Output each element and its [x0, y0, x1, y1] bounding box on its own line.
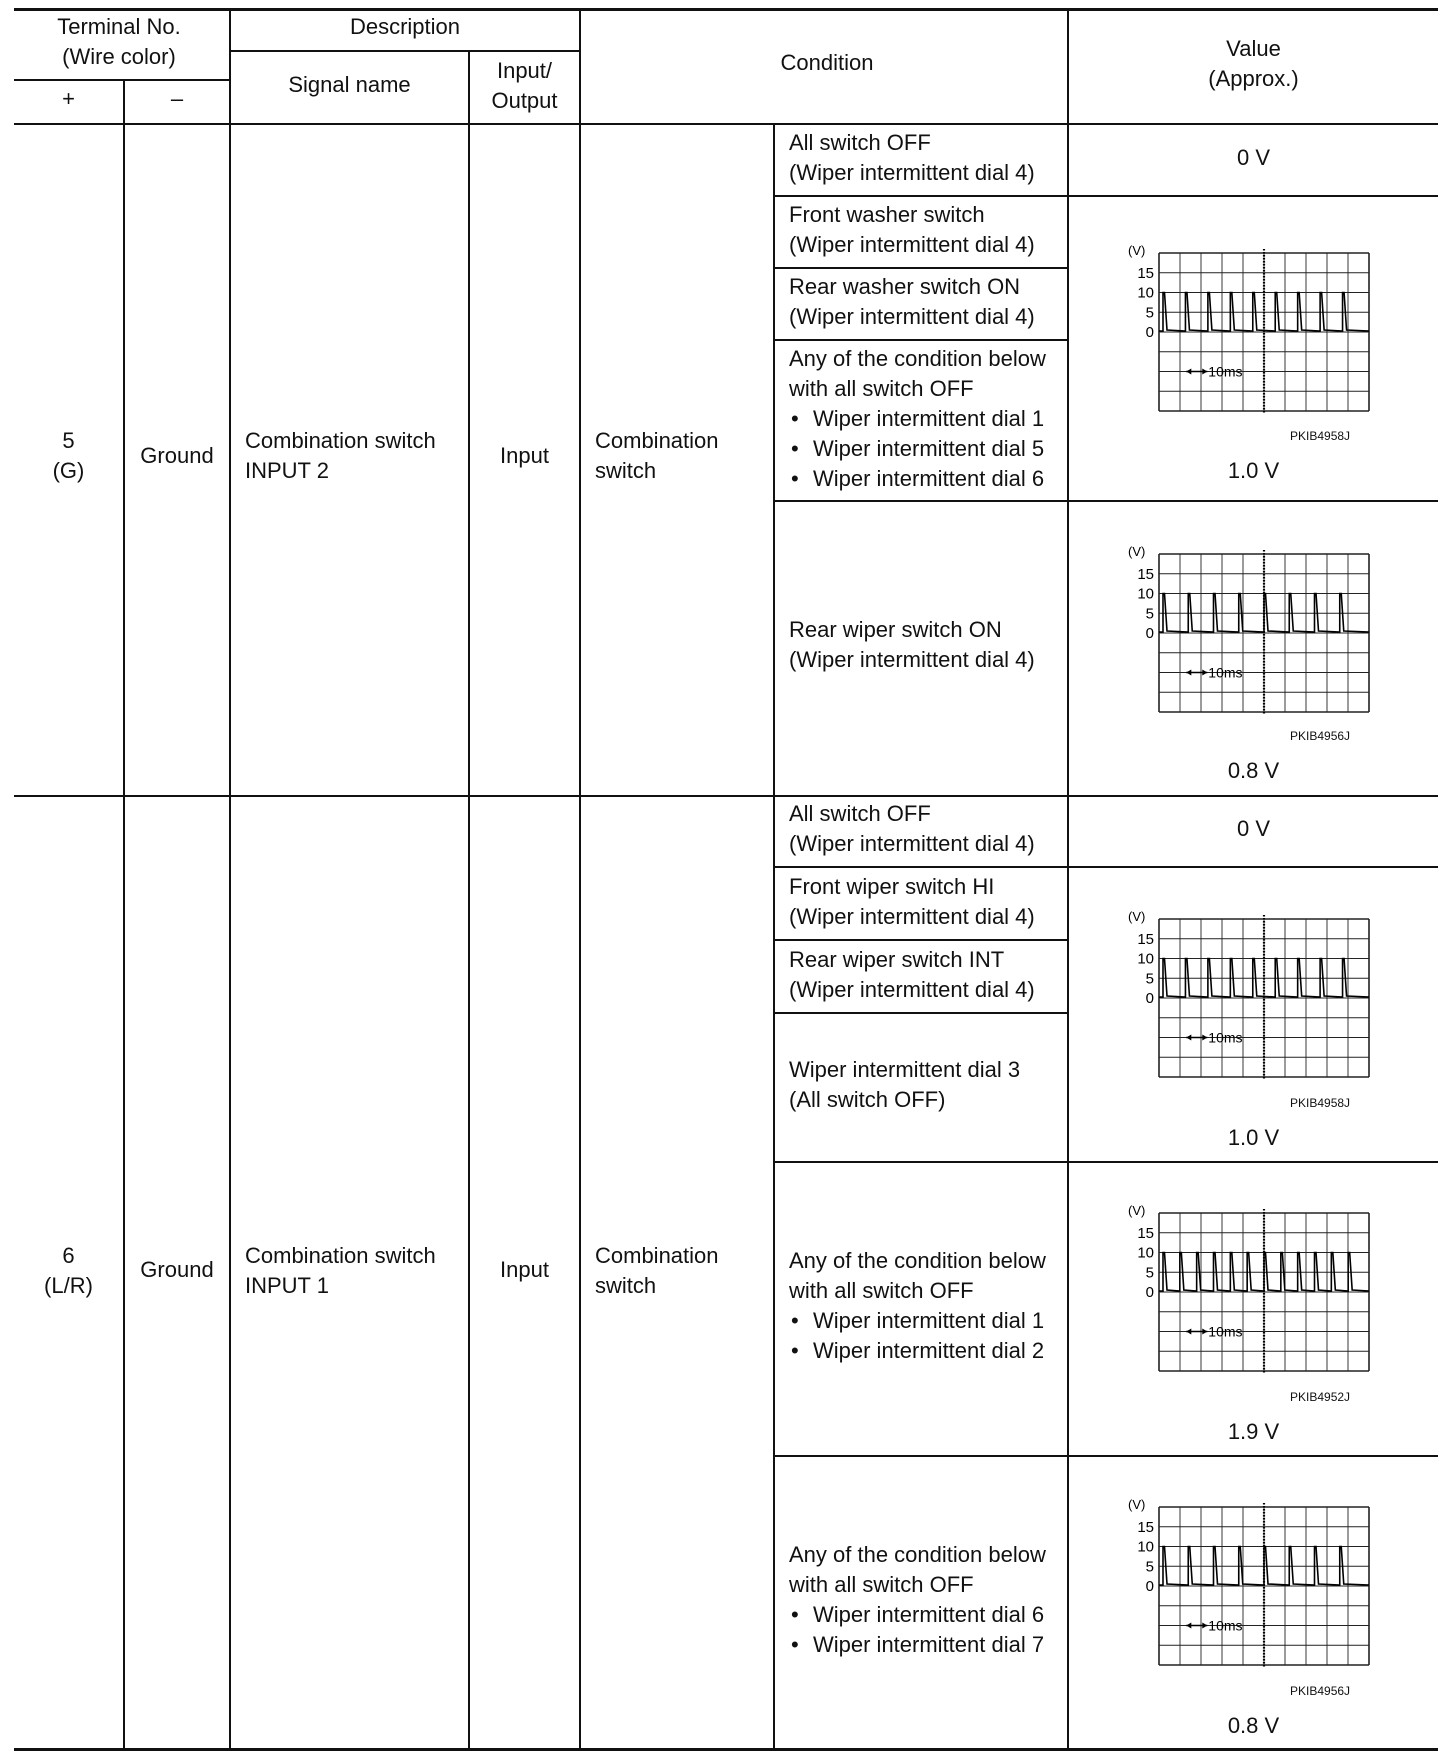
time-scale-label: 10ms: [1208, 664, 1243, 681]
y-tick-label: 10: [1137, 284, 1154, 302]
sub-condition: Any of the condition below with all switch OFF • Wiper intermittent dial 6 • Wiper intermittent dial 7: [789, 1540, 1069, 1660]
rule: [774, 339, 1068, 341]
section-divider: [14, 795, 1438, 797]
io-value: Input: [500, 1257, 549, 1282]
y-tick-label: 0: [1145, 1284, 1154, 1301]
time-scale-label: 10ms: [1208, 1617, 1243, 1634]
arrow-icon: [1186, 1035, 1191, 1041]
y-tick-label: 0: [1145, 625, 1154, 642]
figure-code: PKIB4956J: [1290, 1684, 1351, 1698]
rule: [1067, 8, 1069, 1749]
figure-code: PKIB4958J: [1290, 429, 1351, 443]
signal-trace: [1159, 1253, 1369, 1292]
figure-code: PKIB4958J: [1290, 1096, 1351, 1110]
rule: [774, 500, 1438, 502]
rule: [579, 8, 581, 1749]
header-signal-name: Signal name: [288, 72, 411, 97]
terminal-number: 5 (G): [52, 428, 85, 483]
y-tick-label: 15: [1137, 930, 1154, 948]
value-text: 1.0 V: [1227, 1125, 1280, 1150]
time-scale-label: 10ms: [1208, 363, 1243, 380]
table-top-border: [14, 8, 1438, 11]
header-minus: –: [170, 86, 184, 111]
terminal-number: 6 (L/R): [44, 1243, 93, 1298]
y-tick-label: 5: [1145, 1264, 1154, 1282]
y-unit-label: (V): [1128, 243, 1146, 258]
y-tick-label: 10: [1137, 585, 1154, 603]
condition-label: Combination switch: [595, 428, 719, 483]
value-text: 0.8 V: [1227, 1713, 1280, 1738]
arrow-icon: [1186, 369, 1191, 375]
value-text: 1.0 V: [1227, 458, 1280, 483]
y-tick-label: 5: [1145, 605, 1154, 623]
rule: [773, 123, 775, 1749]
sub-condition: Front wiper switch HI (Wiper intermittent dial 4): [789, 874, 1035, 929]
rule: [123, 79, 125, 1749]
header-condition: Condition: [780, 50, 874, 75]
rule: [774, 1161, 1438, 1163]
rule: [774, 1455, 1438, 1457]
header-value: Value (Approx.): [1208, 36, 1299, 91]
y-tick-label: 15: [1137, 1518, 1154, 1536]
rule: [774, 195, 1438, 197]
ground-label: Ground: [140, 1257, 214, 1282]
rule: [230, 50, 580, 52]
header-terminal-no: Terminal No. (Wire color): [57, 14, 181, 69]
y-tick-label: 5: [1145, 970, 1154, 988]
arrow-icon: [1202, 1329, 1207, 1335]
header-bottom-rule: [14, 123, 1438, 125]
sub-condition: Front washer switch (Wiper intermittent dial 4): [789, 202, 1035, 257]
y-unit-label: (V): [1128, 1497, 1146, 1512]
rule: [14, 79, 230, 81]
arrow-icon: [1202, 369, 1207, 375]
y-tick-label: 10: [1137, 1538, 1154, 1556]
ground-label: Ground: [140, 443, 214, 468]
y-tick-label: 15: [1137, 565, 1154, 583]
waveform-graph: [1126, 542, 1376, 722]
sub-condition: Wiper intermittent dial 3 (All switch OFF): [789, 1057, 1021, 1112]
figure-code: PKIB4956J: [1290, 729, 1351, 743]
time-scale-label: 10ms: [1208, 1323, 1243, 1340]
y-tick-label: 0: [1145, 990, 1154, 1007]
y-tick-label: 15: [1137, 1224, 1154, 1242]
arrow-icon: [1202, 670, 1207, 676]
signal-trace: [1159, 1547, 1369, 1586]
sub-condition: Rear washer switch ON (Wiper intermittent dial 4): [789, 274, 1035, 329]
header-input-output: Input/ Output: [491, 58, 558, 113]
table-bottom-border: [14, 1748, 1438, 1751]
y-unit-label: (V): [1128, 1203, 1146, 1218]
sub-condition: Any of the condition below with all switch OFF • Wiper intermittent dial 1 • Wiper intermittent dial 2: [789, 1246, 1069, 1366]
rule: [774, 866, 1438, 868]
y-tick-label: 15: [1137, 264, 1154, 282]
value-text: 0 V: [1236, 145, 1271, 170]
sub-condition: All switch OFF (Wiper intermittent dial 4): [789, 801, 1035, 856]
arrow-icon: [1186, 1623, 1191, 1629]
y-tick-label: 0: [1145, 324, 1154, 341]
waveform-graph: [1126, 241, 1376, 421]
condition-label: Combination switch: [595, 1243, 719, 1298]
header-description: Description: [349, 14, 461, 39]
figure-code: PKIB4952J: [1290, 1390, 1351, 1404]
waveform-graph: [1126, 1495, 1376, 1675]
value-text: 0.8 V: [1227, 758, 1280, 783]
header-plus: +: [62, 86, 75, 111]
arrow-icon: [1186, 1329, 1191, 1335]
rule: [774, 939, 1068, 941]
rule: [468, 50, 470, 1749]
arrow-icon: [1202, 1623, 1207, 1629]
signal-name: Combination switch INPUT 1: [245, 1243, 436, 1298]
sub-condition: All switch OFF (Wiper intermittent dial 4): [789, 130, 1035, 185]
rule: [229, 8, 231, 1749]
sub-condition: Rear wiper switch ON (Wiper intermittent dial 4): [789, 617, 1035, 672]
y-tick-label: 5: [1145, 304, 1154, 322]
y-unit-label: (V): [1128, 909, 1146, 924]
waveform-graph: [1126, 1201, 1376, 1381]
arrow-icon: [1186, 670, 1191, 676]
sub-condition: Any of the condition below with all switch OFF • Wiper intermittent dial 1 • Wiper intermittent dial 5 • Wiper intermittent dial 6: [789, 344, 1069, 494]
rule: [774, 1012, 1068, 1014]
signal-trace: [1159, 594, 1369, 633]
y-tick-label: 0: [1145, 1578, 1154, 1595]
value-text: 0 V: [1236, 816, 1271, 841]
y-tick-label: 5: [1145, 1558, 1154, 1576]
time-scale-label: 10ms: [1208, 1029, 1243, 1046]
sub-condition: Rear wiper switch INT (Wiper intermittent dial 4): [789, 947, 1035, 1002]
value-text: 1.9 V: [1227, 1419, 1280, 1444]
y-unit-label: (V): [1128, 544, 1146, 559]
io-value: Input: [500, 443, 549, 468]
arrow-icon: [1202, 1035, 1207, 1041]
waveform-graph: [1126, 907, 1376, 1087]
signal-name: Combination switch INPUT 2: [245, 428, 436, 483]
rule: [774, 267, 1068, 269]
y-tick-label: 10: [1137, 1244, 1154, 1262]
y-tick-label: 10: [1137, 950, 1154, 968]
